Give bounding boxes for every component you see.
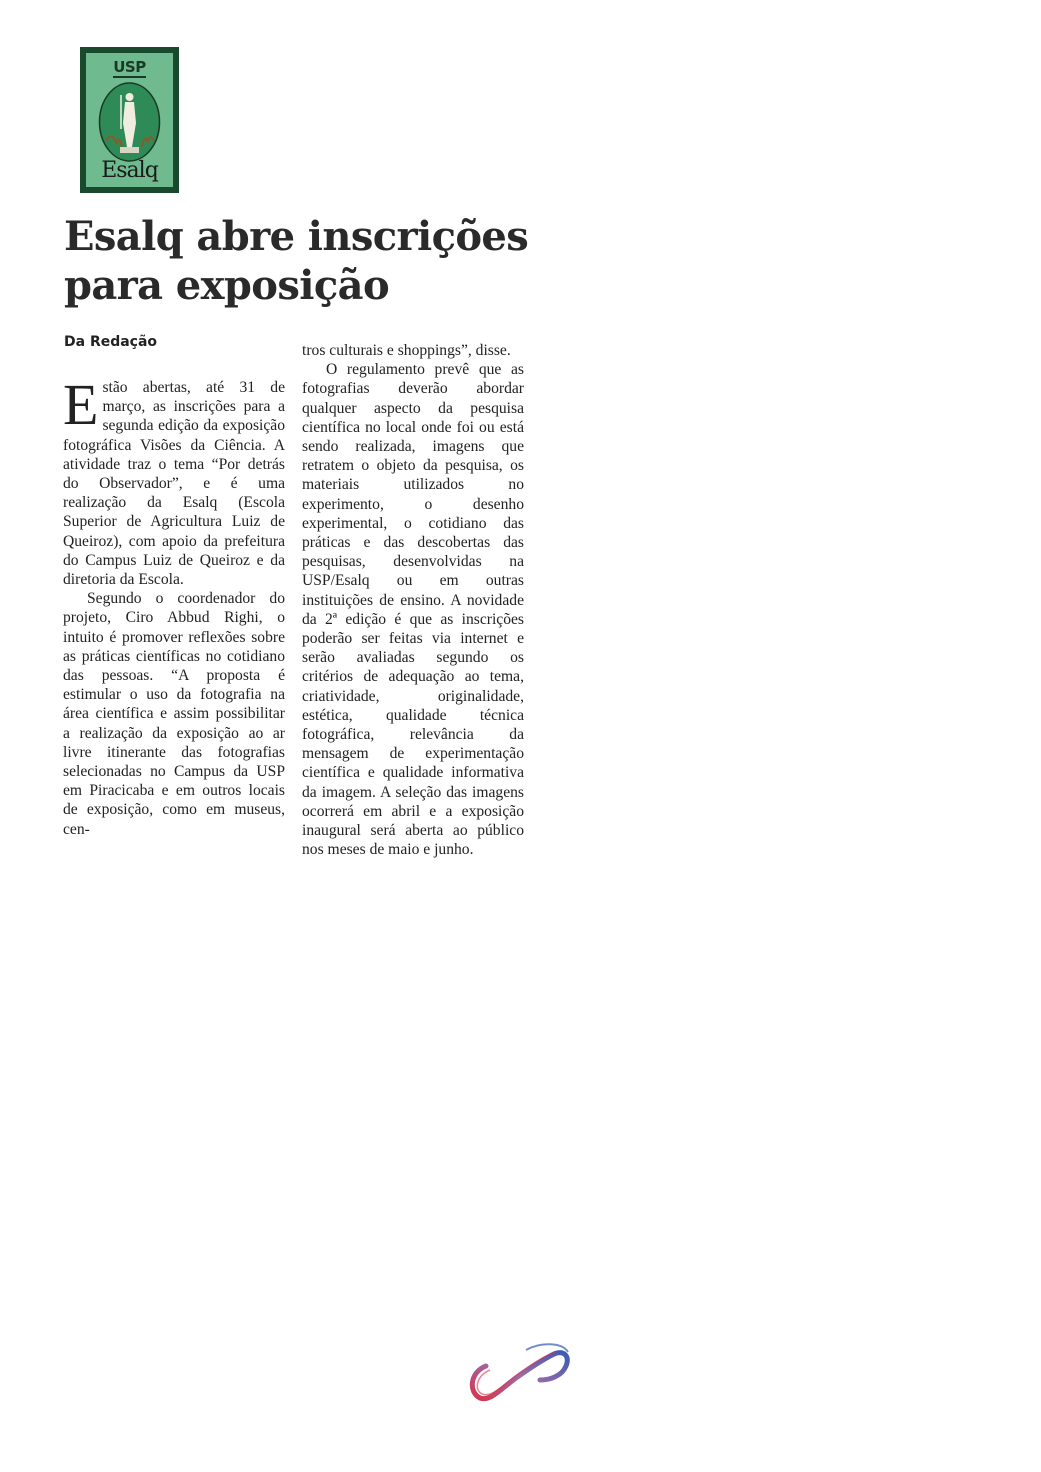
article-column-1	[63, 372, 285, 839]
statue-emblem-icon	[98, 81, 161, 163]
paragraph-coordinator: Segundo o coordenador do projeto, Ciro Abbud Righi, o intuito é promover reflexões sobre as práticas científicas no cotidiano das pessoas. “A proposta é estimular o uso da fotografia na área científica e assim possibilitar a realização da exposição ao ar livre itinerante das fotografias selecionadas no Campus da USP em Piracicaba e em outros locais de exposição, como em museus, cen-	[63, 590, 285, 838]
paragraph-continuation: tros culturais e shoppings”, disse.	[302, 342, 511, 359]
article-headline: Esalq abre inscrições para exposição	[64, 213, 529, 309]
logo-usp-text: USP	[113, 58, 146, 76]
paragraph-regulation: O regulamento prevê que as fotografias deverão abordar qualquer aspecto da pesquisa científica no local onde foi ou está sendo realizada, imagens que retratem o objeto da pesquisa, os materiais utilizados no experimento, o desenho experimental, o cotidiano das práticas e das descobertas das pesquisas, desenvolvidas na USP/Esalq ou em outras instituições de ensino. A novidade da 2ª edição é que as inscrições poderão ser feitas via internet e serão avaliadas segundo os critérios de adequação ao tema, criatividade, originalidade, estética, qualidade técnica fotográfica, relevância da mensagem de experimentação científica e qualidade informativa da imagem. A seleção das imagens ocorrerá em abril e a exposição inaugural será aberta ao público nos meses de maio e junho.	[302, 361, 524, 859]
footer-swoosh-logo	[466, 1340, 572, 1404]
esalq-logo-field	[86, 53, 173, 187]
article-column-2	[302, 341, 524, 859]
logo-esalq-text: Esalq	[101, 158, 158, 183]
paragraph-intro	[63, 372, 285, 589]
esalq-logo	[80, 47, 179, 193]
drop-cap: E	[63, 372, 99, 437]
paragraph-intro-text: stão abertas, até 31 de março, as inscrições para a segunda edição da exposição fotográfica Visões da Ciência. A atividade traz o tema “Por detrás do Observador”, e é uma realização da Esalq (Escola Superior de Agricultura Luiz de Queiroz), com apoio da prefeitura do Campus Luiz de Queiroz e da diretoria da Escola.	[63, 379, 285, 589]
article-byline: Da Redação	[64, 334, 158, 350]
